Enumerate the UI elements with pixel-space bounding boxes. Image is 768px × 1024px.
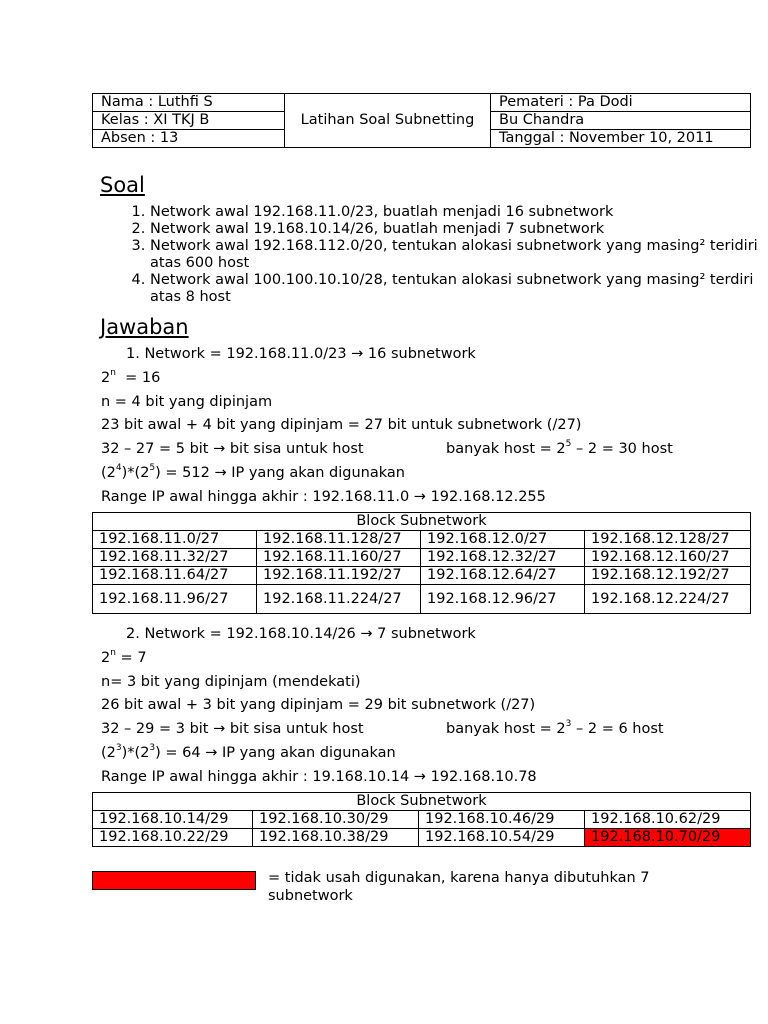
table-cell: 192.168.11.192/27	[257, 567, 421, 585]
legend-text: = tidak usah digunakan, karena hanya dibutuhkan 7 subnetwork	[268, 870, 650, 904]
table-cell: 192.168.11.224/27	[257, 585, 421, 614]
table-row	[93, 549, 751, 567]
table-cell-unused: 192.168.10.70/29	[585, 829, 751, 847]
q1-host-bits: 32 – 27 = 5 bit → bit sisa untuk host	[101, 441, 364, 457]
table-cell: 192.168.10.30/29	[253, 811, 419, 829]
table-cell: 192.168.12.0/27	[421, 531, 585, 549]
q2-ip-b: )*(2	[121, 745, 150, 761]
table-cell: 192.168.12.32/27	[421, 549, 585, 567]
q1-host-post: – 2 = 30 host	[571, 441, 673, 457]
header-table	[92, 93, 751, 148]
q2-pow-rest: = 7	[115, 650, 147, 666]
q1-ip-b: )*(2	[121, 465, 150, 481]
table-cell: 192.168.11.128/27	[257, 531, 421, 549]
q2-ip-e1: 3	[115, 743, 122, 753]
table-cell: 192.168.11.96/27	[93, 585, 257, 614]
soal-item-3: 3. Network awal 192.168.112.0/20, tentukan alokasi subnetwork yang masing² teridiri atas 600 host	[150, 238, 768, 272]
jawaban-heading: Jawaban	[100, 315, 189, 339]
q2-host-count	[446, 721, 664, 737]
table-cell: 192.168.11.0/27	[93, 531, 257, 549]
q2-ip-e2: 3	[149, 743, 156, 753]
q1-ip-e1: 4	[115, 463, 122, 473]
legend-red-swatch	[92, 871, 256, 890]
table-row	[93, 829, 751, 847]
q2-block-table	[92, 792, 751, 847]
q2-host-pre: banyak host = 2	[446, 721, 566, 737]
table-cell: 192.168.10.14/29	[93, 811, 253, 829]
table-cell: 192.168.12.96/27	[421, 585, 585, 614]
soal-item-1: 1. Network awal 192.168.11.0/23, buatlah menjadi 16 subnetwork	[150, 204, 768, 221]
q1-subnet-bits: 23 bit awal + 4 bit yang dipinjam = 27 bit untuk subnetwork (/27)	[101, 417, 582, 433]
absen-cell: Absen : 13	[93, 130, 285, 148]
table-cell: 192.168.11.64/27	[93, 567, 257, 585]
document-title: Latihan Soal Subnetting	[285, 94, 491, 148]
table-cell: 192.168.11.160/27	[257, 549, 421, 567]
q2-ip-c: ) = 64 → IP yang akan digunakan	[155, 745, 396, 761]
table-cell: 192.168.12.64/27	[421, 567, 585, 585]
q2-power	[101, 650, 147, 666]
nama-cell: Nama : Luthfi S	[93, 94, 285, 112]
table-cell: 192.168.11.32/27	[93, 549, 257, 567]
pemateri-cell: Pemateri : Pa Dodi	[491, 94, 751, 112]
table-row	[93, 585, 751, 614]
q1-pow-base: 2	[101, 370, 111, 386]
q1-network: 1. Network = 192.168.11.0/23 → 16 subnetwork	[126, 346, 476, 362]
q2-table-title: Block Subnetwork	[93, 793, 751, 811]
table-row	[93, 567, 751, 585]
kelas-cell: Kelas : XI TKJ B	[93, 112, 285, 130]
q2-pow-exp: n	[110, 648, 116, 658]
q1-pow-exp: n	[110, 368, 116, 378]
table-cell: 192.168.12.160/27	[585, 549, 751, 567]
q1-host-exp: 5	[565, 439, 572, 449]
soal-item-4: 4. Network awal 100.100.10.10/28, tentukan alokasi subnetwork yang masing² terdiri atas 8 host	[150, 272, 768, 306]
q2-ip-total	[101, 745, 396, 761]
q1-bits-borrowed: n = 4 bit yang dipinjam	[101, 394, 273, 410]
q1-block-table	[92, 512, 751, 614]
q1-power	[101, 370, 160, 386]
soal-item-2: 2. Network awal 19.168.10.14/26, buatlah menjadi 7 subnetwork	[150, 221, 768, 238]
table-row	[93, 531, 751, 549]
table-cell: 192.168.12.224/27	[585, 585, 751, 614]
pemateri2-cell: Bu Chandra	[491, 112, 751, 130]
q1-host-pre: banyak host = 2	[446, 441, 566, 457]
soal-heading: Soal	[100, 173, 145, 197]
table-cell: 192.168.10.22/29	[93, 829, 253, 847]
q1-ip-a: (2	[101, 465, 116, 481]
q2-host-post: – 2 = 6 host	[571, 721, 664, 737]
q2-pow-base: 2	[101, 650, 111, 666]
table-cell: 192.168.10.54/29	[419, 829, 585, 847]
q1-ip-c: ) = 512 → IP yang akan digunakan	[155, 465, 405, 481]
q2-subnet-bits: 26 bit awal + 3 bit yang dipinjam = 29 bit subnetwork (/27)	[101, 697, 536, 713]
soal-list	[100, 204, 768, 306]
q2-bits-borrowed: n= 3 bit yang dipinjam (mendekati)	[101, 674, 361, 690]
table-cell: 192.168.12.128/27	[585, 531, 751, 549]
table-cell: 192.168.10.46/29	[419, 811, 585, 829]
q2-host-bits: 32 – 29 = 3 bit → bit sisa untuk host	[101, 721, 364, 737]
q1-table-title: Block Subnetwork	[93, 513, 751, 531]
tanggal-cell: Tanggal : November 10, 2011	[491, 130, 751, 148]
q2-range: Range IP awal hingga akhir : 19.168.10.14 → 192.168.10.78	[101, 769, 537, 785]
table-cell: 192.168.12.192/27	[585, 567, 751, 585]
q1-host-count	[446, 441, 673, 457]
table-cell: 192.168.10.62/29	[585, 811, 751, 829]
q1-ip-total	[101, 465, 405, 481]
q2-ip-a: (2	[101, 745, 116, 761]
q1-range: Range IP awal hingga akhir : 192.168.11.0 → 192.168.12.255	[101, 489, 546, 505]
q1-ip-e2: 5	[149, 463, 156, 473]
q1-pow-rest: = 16	[115, 370, 161, 386]
q2-host-exp: 3	[565, 719, 572, 729]
table-row	[93, 811, 751, 829]
table-cell: 192.168.10.38/29	[253, 829, 419, 847]
q2-network: 2. Network = 192.168.10.14/26 → 7 subnetwork	[126, 626, 476, 642]
